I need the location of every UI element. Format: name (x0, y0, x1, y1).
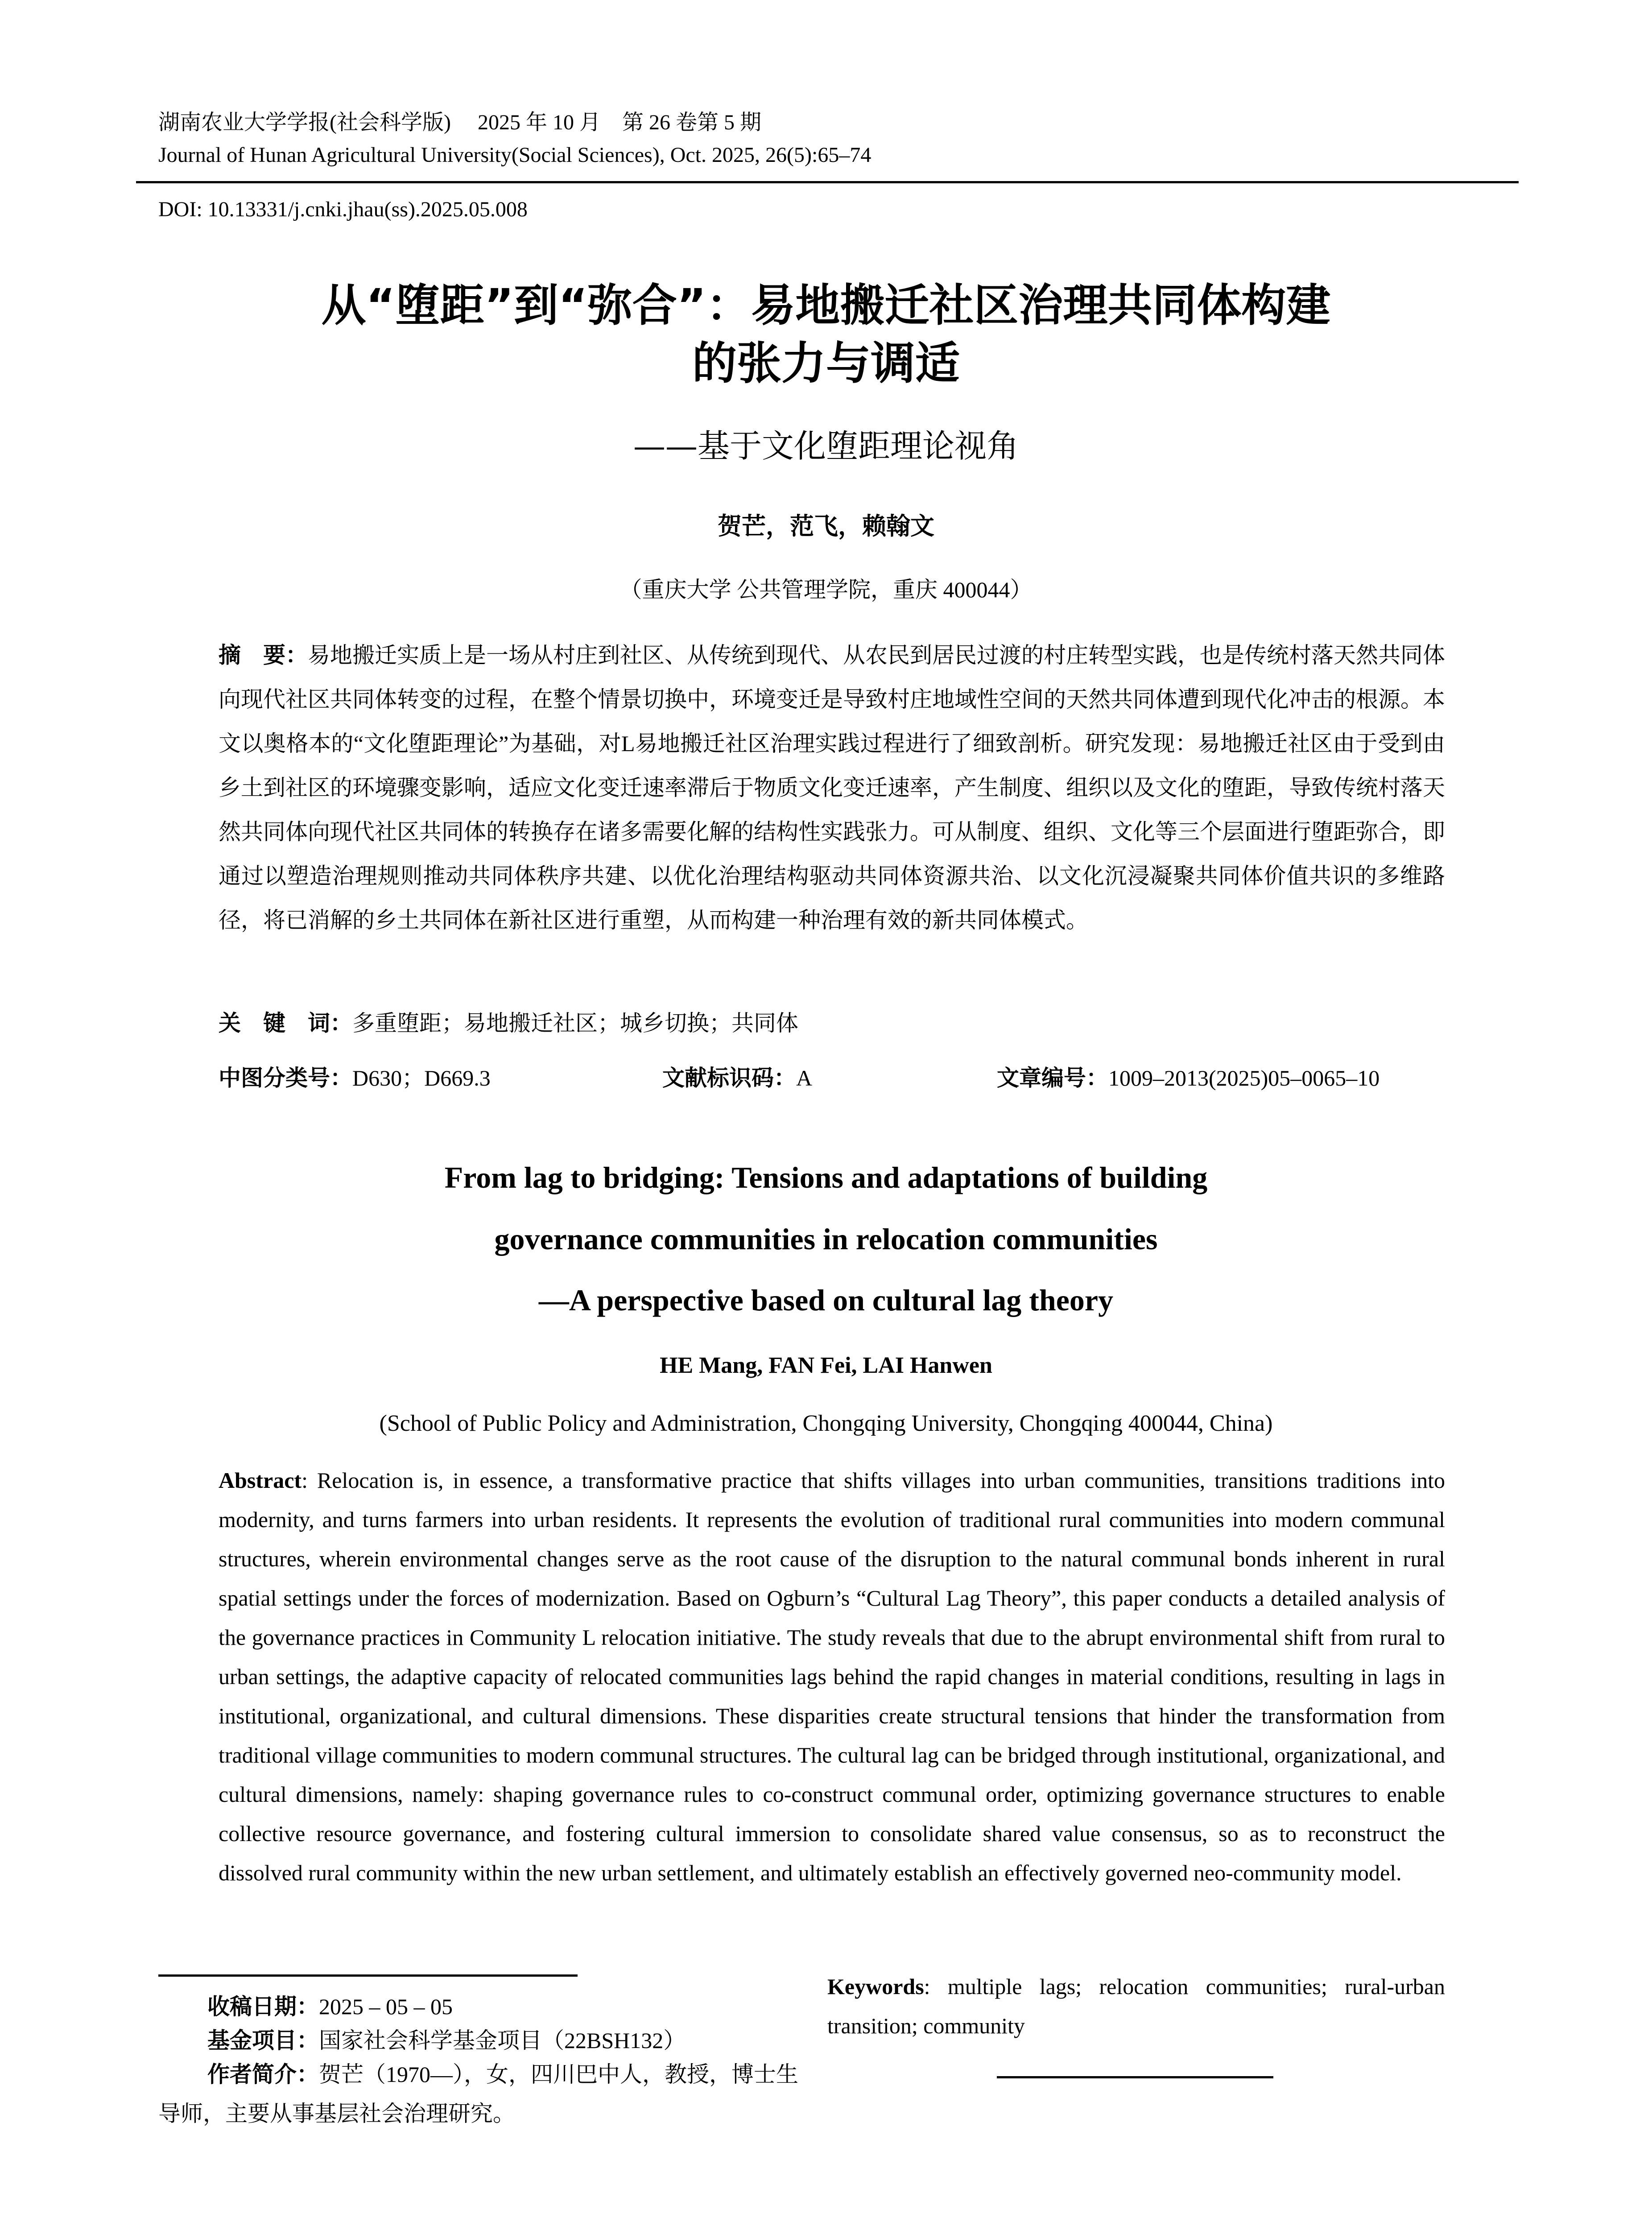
journal-name-en: Journal of Hunan Agricultural University(Social Sciences), Oct. 2025, 26(5):65–74 (158, 143, 871, 167)
affiliation-en: (School of Public Policy and Administration, Chongqing University, Chongqing 400044, China) (379, 1411, 1273, 1436)
subtitle-cn: ——基于文化堕距理论视角 (633, 427, 1019, 465)
article-number (997, 1064, 1379, 1092)
abstract-en-text: : Relocation is, in essence, a transformative practice that shifts villages into urban communities, transitions traditions into modernity, and turns farmers into urban residents. It represents the evolution of traditional rural communities into modern communal structures, wherein environmental changes serve as the root cause of the disruption to the natural communal bonds inherent in rural spatial settings under the forces of modernization. Based on Ogburn’s “Cultural Lag Theory”, this paper conducts a detailed analysis of the governance practices in Community L relocation initiative. The study reveals that due to the abrupt environmental shift from rural to urban settings, the adaptive capacity of relocated communities lags behind the rapid changes in material conditions, resulting in lags in institutional, organizational, and cultural dimensions. These disparities create structural tensions that hinder the transformation from traditional village communities to modern communal structures. The cultural lag can be bridged through institutional, organizational, and cultural dimensions, namely: shaping governance rules to co-construct communal order, optimizing governance structures to enable collective resource governance, and fostering cultural immersion to consolidate shared value consensus, so as to reconstruct the dissolved rural community within the new urban settlement, and ultimately establish an effectively governed neo-community model. (219, 1468, 1445, 1885)
received-label: 收稿日期： (207, 1994, 319, 2019)
abstract-en (219, 1461, 1445, 1892)
received-value: 2025 – 05 – 05 (319, 1994, 453, 2019)
article-no-value: 1009–2013(2025)05–0065–10 (1108, 1065, 1380, 1090)
keywords-cn-text: 多重堕距；易地搬迁社区；城乡切换；共同体 (352, 1011, 798, 1036)
authors-en: HE Mang, FAN Fei, LAI Hanwen (660, 1353, 992, 1378)
clc-label: 中图分类号： (219, 1065, 352, 1091)
issue-info-cn: 2025 年 10 月 第 26 卷第 5 期 (477, 111, 761, 134)
keywords-en (827, 1967, 1445, 2045)
title-cn-line2: 的张力与调适 (692, 337, 960, 389)
affiliation-cn: （重庆大学 公共管理学院，重庆 400044） (620, 577, 1032, 602)
abstract-cn (219, 633, 1445, 942)
doi[interactable]: DOI: 10.13331/j.cnki.jhau(ss).2025.05.008 (158, 198, 528, 221)
fund-project (158, 2021, 801, 2060)
keywords-en-label: Keywords (827, 1974, 924, 1999)
title-en-line3: —A perspective based on cultural lag theory (538, 1283, 1114, 1317)
bio-value: 贺芒（1970—），女，四川巴中人，教授，博士生导师，主要从事基层社会治理研究。 (158, 2062, 798, 2126)
clc-value: D630；D669.3 (352, 1065, 491, 1090)
document-code (662, 1064, 812, 1092)
footnote-rule (158, 1974, 578, 1977)
keywords-cn (219, 1009, 798, 1037)
fund-label: 基金项目： (207, 2028, 319, 2053)
title-en-line1: From lag to bridging: Tensions and adaptations of building (444, 1160, 1208, 1194)
title-cn-line1: 从“堕距”到“弥合”：易地搬迁社区治理共同体构建 (321, 279, 1331, 331)
clc-number (219, 1064, 491, 1092)
title-en-line2: governance communities in relocation communities (494, 1222, 1158, 1256)
doc-code-label: 文献标识码： (662, 1065, 796, 1091)
journal-name-cn: 湖南农业大学学报(社会科学版) (158, 111, 451, 134)
doc-code-value: A (796, 1065, 813, 1090)
bio-label: 作者简介： (207, 2061, 319, 2087)
abstract-en-label: Abstract (219, 1468, 302, 1493)
received-date (158, 1987, 801, 2026)
authors-cn: 贺芒，范飞，赖翰文 (718, 512, 934, 540)
abstract-cn-text: 易地搬迁实质上是一场从村庄到社区、从传统到现代、从农民到居民过渡的村庄转型实践，也是传统村落天然共同体向现代社区共同体转变的过程，在整个情景切换中，环境变迁是导致村庄地域性空间的天然共同体遭到现代化冲击的根源。本文以奥格本的“文化堕距理论”为基础，对L易地搬迁社区治理实践过程进行了细致剖析。研究发现：易地搬迁社区由于受到由乡土到社区的环境骤变影响，适应文化变迁速率滞后于物质文化变迁速率，产生制度、组织以及文化的堕距，导致传统村落天然共同体向现代社区共同体的转换存在诸多需要化解的结构性实践张力。可从制度、组织、文化等三个层面进行堕距弥合，即通过以塑造治理规则推动共同体秩序共建、以优化治理结构驱动共同体资源共治、以文化沉浸凝聚共同体价值共识的多维路径，将已消解的乡土共同体在新社区进行重塑，从而构建一种治理有效的新共同体模式。 (219, 643, 1445, 933)
abstract-cn-label: 摘 要： (219, 642, 308, 668)
header-rule (136, 181, 1519, 183)
keywords-en-text: : multiple lags; relocation communities; rural-urban transition; community (827, 1974, 1445, 2038)
keywords-end-rule (997, 2076, 1273, 2078)
fund-value: 国家社会科学基金项目（22BSH132） (319, 2028, 686, 2053)
author-bio (158, 2055, 801, 2133)
article-no-label: 文章编号： (997, 1065, 1108, 1091)
running-header-cn (158, 109, 761, 136)
keywords-cn-label: 关 键 词： (219, 1010, 352, 1036)
footnote-block (158, 1987, 801, 2133)
